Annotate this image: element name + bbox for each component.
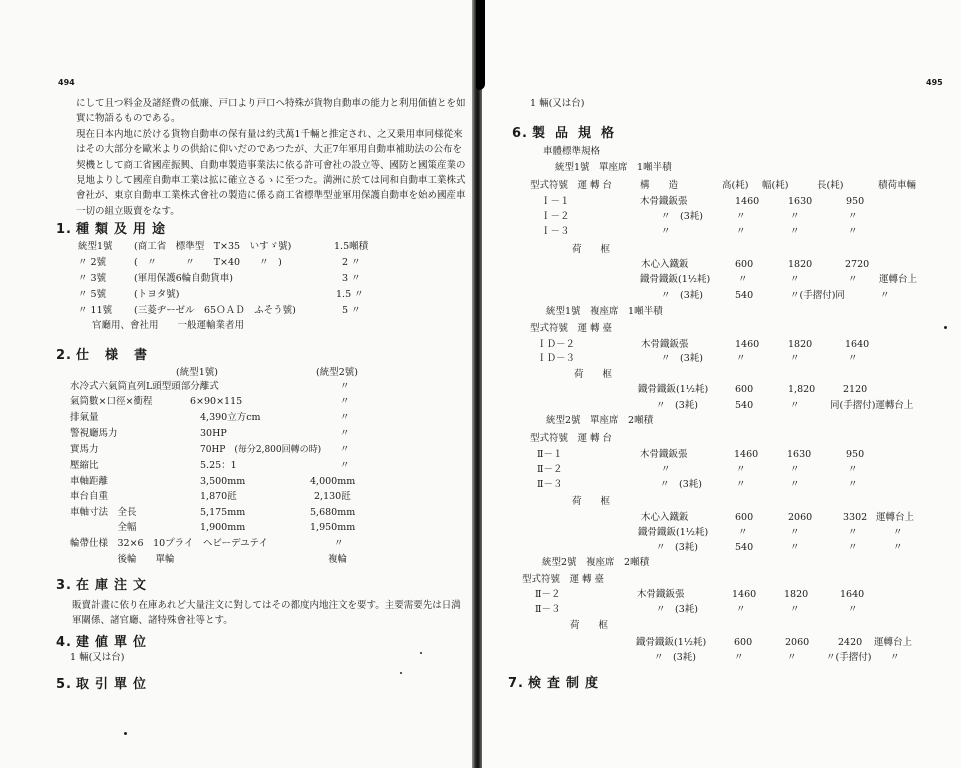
section-2-heading (56, 344, 163, 363)
spec-table-cell: 〃 (893, 542, 903, 553)
spec-table-cell: 〃 (848, 226, 858, 237)
spec-row-displacement-v2: 〃 (340, 412, 350, 423)
spec-table-cell: 同(手摺付)運轉台上 (830, 400, 914, 411)
section-1-number: 1. (56, 222, 72, 237)
section-6-number: 6. (512, 126, 528, 141)
section-1-heading (56, 218, 171, 237)
spec-table-cell: 〃(手摺付)同 (790, 290, 845, 301)
spec-table-cell: 〃 (848, 527, 858, 538)
spec-row-length: 車軸寸法 全長 (70, 507, 137, 518)
spec-table-cell: 木骨鐵鈑張 (637, 589, 685, 600)
spec-row-width-v1: 1,900mm (200, 522, 246, 533)
spec-table-cell: 〃 (736, 353, 746, 364)
section-4-heading (56, 631, 152, 650)
spec-table-cell: 〃 (736, 226, 746, 237)
spec-table-cell: 〃 (893, 527, 903, 538)
spec-table-cell: Ⅱ－２ (537, 464, 563, 475)
spec-table-cell: 1460 (735, 196, 760, 207)
section-3-title: 在庫注文 (75, 578, 152, 593)
spec-row-police-hp-v1: 30HP (200, 428, 227, 439)
spec-table-cell: 〃 (3耗) (656, 542, 698, 553)
spec-table-cell: 木心入鐵鈑 (641, 259, 689, 270)
spec-table-cell: 〃 (661, 464, 671, 475)
spec-table-cell: 〃 (790, 527, 800, 538)
sec1-row-4-model: 〃 5號 (78, 289, 107, 300)
spec-table-cell: 〃 (790, 211, 800, 222)
spec-col-type1-header: (統型1號) (176, 367, 218, 378)
spec-table-cell: 540 (735, 290, 754, 301)
spec-row-compression-v2: 〃 (340, 460, 350, 471)
section-7-number: 7. (508, 676, 524, 691)
section-3-number: 3. (56, 578, 72, 593)
ink-speck (124, 732, 127, 735)
sec1-row-1-model: 統型1號 (78, 241, 113, 252)
section-5-number: 5. (56, 677, 72, 692)
spec-table-cell: 〃 (3耗) (656, 604, 698, 615)
spec-table-cell: 〃 (3耗) (661, 290, 703, 301)
sec1-row-2-model: 〃 2號 (78, 257, 107, 268)
spec-table-cell: 〃 (848, 604, 858, 615)
spec-table-cell: 車體標準規格 (543, 146, 601, 157)
spec-table-cell: 〃 (890, 652, 900, 663)
spec-row-actual-hp-v1: 70HP (毎分2,800回轉の時) (200, 445, 322, 455)
book-spine-shadow (476, 0, 485, 90)
spec-table-cell: 統型1號 單座席 1噸半積 (555, 162, 672, 173)
spec-table-cell: 2060 (785, 637, 810, 648)
section-2-number: 2. (56, 348, 72, 363)
spec-table-cell: 荷 框 (574, 369, 613, 380)
sec1-row-5-model: 〃 11號 (78, 305, 113, 316)
spec-table-cell: 600 (735, 384, 754, 395)
spec-row-compression: 壓縮比 (70, 460, 99, 471)
spec-row-chassis-weight-v2: 2,130瓩 (314, 491, 351, 502)
section-3-heading (56, 574, 152, 593)
spec-table-cell: 〃 (790, 479, 800, 490)
spec-table-cell: 〃 (738, 274, 748, 285)
ink-speck (420, 652, 422, 654)
spec-col-type2-header: (統型2號) (316, 367, 358, 378)
spec-table-cell: 〃 (848, 479, 858, 490)
spec-table-cell: 1,820 (788, 384, 816, 395)
spec-row-engine-type-v2: 〃 (340, 381, 350, 392)
spec-table-cell: 構 造 (640, 180, 679, 191)
spec-table-cell: 〃 (848, 274, 858, 285)
spec-table-cell: 2120 (843, 384, 868, 395)
spec-table-cell: 型式符號 運 轉 臺 (522, 574, 605, 585)
sec1-row-4-desc: (トヨタ號) (134, 289, 180, 300)
ink-speck (944, 326, 947, 329)
spec-table-cell: 〃 (736, 479, 746, 490)
spec-table-cell: Ⅱ－３ (535, 604, 561, 615)
spec-table-cell: 鐵骨鐵鈑(1½耗) (638, 384, 709, 395)
spec-table-cell: Ｉ－３ (541, 226, 570, 237)
spec-row-rear-wheel: 後輪 單輪 (70, 554, 175, 565)
spec-table-cell: 鐵骨鐵鈑(1½耗) (640, 274, 711, 285)
section-4-title: 建値單位 (75, 635, 152, 650)
sec1-row-3-load: 3 〃 (342, 273, 361, 284)
spec-table-cell: Ⅱ－２ (535, 589, 561, 600)
spec-table-cell: 鐵骨鐵鈑(1½耗) (636, 637, 707, 648)
spec-table-cell: 〃 (848, 211, 858, 222)
section-4-text: 1 輛(又は台) (70, 652, 125, 663)
spec-table-cell: 1640 (840, 589, 865, 600)
spec-row-cylinders-v2: 〃 (340, 396, 350, 407)
spec-table-cell: 950 (846, 196, 865, 207)
spec-table-cell: 型式符號 運 轉 台 (530, 180, 613, 191)
spec-table-cell: 〃 (736, 464, 746, 475)
spec-table-cell: 高(耗) (722, 180, 749, 191)
spec-row-rear-wheel-v2: 複輪 (328, 554, 348, 565)
spec-table-cell: 〃 (738, 527, 748, 538)
spec-row-wheelbase-v1: 3,500mm (200, 476, 246, 487)
spec-table-cell: 型式符號 運 轉 臺 (530, 323, 613, 334)
spec-table-cell: ＩＤ－３ (537, 353, 576, 364)
spec-table-cell: 〃 (848, 542, 858, 553)
section-7-heading (508, 672, 604, 691)
spec-table-cell: 運轉台上 (874, 637, 913, 648)
spec-table-cell: 〃 (790, 226, 800, 237)
spec-table-cell: 木骨鐵鈑張 (640, 196, 688, 207)
spec-table-cell: 〃 (736, 604, 746, 615)
spec-row-wheelbase-v2: 4,000mm (310, 476, 356, 487)
spec-table-cell: 540 (735, 400, 754, 411)
spec-row-displacement-v1: 4,390立方cm (200, 412, 261, 423)
spec-row-width: 全幅 (70, 522, 137, 533)
spec-table-cell: 木骨鐵鈑張 (640, 449, 688, 460)
spec-row-cylinders-v1: 6×90×115 (190, 396, 243, 407)
spec-table-cell: 1460 (732, 589, 757, 600)
intro-text (76, 96, 470, 219)
spec-row-actual-hp-v2: 〃 (340, 444, 350, 455)
page-number-left: 494 (58, 78, 75, 87)
sec1-row-3-desc: (軍用保護6輪自動貨車) (134, 273, 233, 284)
spec-table-cell: 〃 (790, 604, 800, 615)
spec-table-cell: Ⅱ－１ (537, 449, 563, 460)
spec-table-cell: 〃 (3耗) (654, 652, 696, 663)
page-number-right: 495 (926, 78, 943, 87)
section-2-title: 仕様書 (75, 348, 163, 363)
spec-table-cell: Ⅱ－３ (537, 479, 563, 490)
spec-table-cell: 運轉台上 (879, 274, 918, 285)
spec-table-cell: 〃 (3耗) (660, 479, 702, 490)
spec-table-cell: 荷 框 (570, 620, 609, 631)
spec-table-cell: 幅(耗) (762, 180, 789, 191)
spec-table-cell: 〃 (3耗) (656, 400, 698, 411)
spec-table-cell: 〃 (848, 353, 858, 364)
sec1-row-1-load: 1.5噸積 (334, 241, 369, 252)
right-top-text: 1 輛(又は台) (530, 98, 585, 109)
spec-table-cell: 2720 (845, 259, 870, 270)
spec-table-cell: 〃 (790, 353, 800, 364)
section-4-number: 4. (56, 635, 72, 650)
spec-row-length-v2: 5,680mm (310, 507, 356, 518)
book-gutter (472, 0, 482, 768)
spec-table-cell: Ｉ－２ (541, 211, 570, 222)
spec-table-cell: 統型2號 單座席 2噸積 (546, 415, 654, 426)
spec-table-cell: 荷 框 (572, 496, 611, 507)
spec-table-cell: 〃 (736, 211, 746, 222)
sec1-row-2-load: 2 〃 (342, 257, 361, 268)
spec-table-cell: 〃 (787, 652, 797, 663)
spec-table-cell: 統型1號 複座席 1噸半積 (546, 306, 663, 317)
spec-table-cell: 長(耗) (817, 180, 844, 191)
spec-table-cell: 〃 (790, 542, 800, 553)
spec-table-cell: 540 (735, 542, 754, 553)
spec-table-cell: 型式符號 運 轉 台 (530, 433, 613, 444)
spec-row-engine-type: 水冷式六氣筒直列L頭型頭部分離式 (70, 381, 219, 392)
spec-row-police-hp-v2: 〃 (340, 428, 350, 439)
sec1-row-5-load: 5 〃 (342, 305, 361, 316)
spec-table-cell: 荷 框 (572, 244, 611, 255)
spec-table-cell: 2060 (788, 512, 813, 523)
spec-table-cell: ＩＤ－２ (537, 339, 576, 350)
spec-table-cell: 統型2號 複座席 2噸積 (542, 557, 650, 568)
spec-table-cell: 1820 (788, 339, 813, 350)
section-3-text: 販賣計畫に依り在庫あれど大量注文に對してはその都度内地注文を要す。主要需要先は日満軍關係、諸官廳、諸特殊會社等とす。 (72, 600, 461, 627)
spec-table-cell: 運轉台上 (876, 512, 915, 523)
spec-row-chassis-weight: 車台自重 (70, 491, 109, 502)
spec-table-cell: 1630 (787, 449, 812, 460)
spec-table-cell: 木心入鐵鈑 (641, 512, 689, 523)
spec-table-cell: 〃(手摺付) (826, 652, 872, 663)
sec1-row-3-model: 〃 3號 (78, 273, 107, 284)
spec-row-length-v1: 5,175mm (200, 507, 246, 518)
spec-table-cell: 〃 (3耗) (661, 211, 703, 222)
spec-table-cell: 積荷車輛 (878, 180, 917, 191)
spec-table-cell: 1460 (734, 449, 759, 460)
section-7-title: 検査制度 (527, 676, 604, 691)
spec-row-cylinders: 氣筒數×口徑×衝程 (70, 396, 153, 407)
spec-row-tyres: 輪帶仕様 32×6 10プライ ヘビーデユテイ (70, 538, 268, 549)
spec-table-cell: 〃 (880, 290, 890, 301)
spec-table-cell: Ｉ－１ (541, 196, 570, 207)
sec1-row-5-desc: (三菱ヂーゼル 65ＯＡＤ ふそう號) (134, 305, 296, 316)
spec-table-cell: 〃 (3耗) (661, 353, 703, 364)
spec-table-cell: 600 (735, 512, 754, 523)
sec1-row-2-desc: ( 〃 〃 T×40 〃 ) (134, 257, 282, 268)
spec-row-wheelbase: 車軸距離 (70, 476, 109, 487)
spec-table-cell: 1640 (845, 339, 870, 350)
spec-table-cell: 950 (846, 449, 865, 460)
spec-table-cell: 1460 (735, 339, 760, 350)
sec1-usage-note: 官廳用、會社用 一般運輸業者用 (92, 320, 245, 331)
spec-table-cell: 2420 (838, 637, 863, 648)
sec1-row-4-load: 1.5 〃 (336, 289, 364, 300)
spec-table-cell: 〃 (790, 464, 800, 475)
spec-table-cell: 1820 (788, 259, 813, 270)
spec-row-width-v2: 1,950mm (310, 522, 356, 533)
section-6-title: 製品規格 (531, 126, 624, 141)
section-6-heading (512, 122, 624, 141)
spec-table-cell: 600 (734, 637, 753, 648)
spec-table-cell: 1820 (784, 589, 809, 600)
spec-row-chassis-weight-v1: 1,870瓩 (200, 491, 237, 502)
spec-row-police-hp: 警視廳馬力 (70, 428, 118, 439)
spec-table-cell: 〃 (848, 464, 858, 475)
intro-paragraph-1: にして且つ料金及諸経費の低廉、戸口より戸口へ特殊が貨物自動車の能力と利用価値とを如實に物語るものである。 (76, 98, 466, 125)
spec-table-cell: 3302 (843, 512, 868, 523)
intro-paragraph-2: 現在日本内地に於ける貨物自動車の保有量は約弐萬1千輛と推定され、之又乗用車同様從來はその大部分を歐米よりの供給に仰いだのであつたが、大正7年軍用自動車補助法の公布を契機として商工省國産振興、自動車製造事業法に依る許可會社の設立等、國防と國策産業の見地よりして國産自動車工業は拡に確立さるゝに至つた。満洲に於ては同和自動車工業株式會社が、東京自動車工業株式會社の製造に係る商工省標準型並軍用保護自動車を始め國産車一切の組立販賣をなす。 (76, 128, 466, 217)
spec-table-cell: 600 (735, 259, 754, 270)
spec-row-actual-hp: 實馬力 (70, 444, 99, 455)
spec-table-cell: 木骨鐵鈑張 (641, 339, 689, 350)
spec-table-cell: 鐵骨鐵鈑(1½耗) (638, 527, 709, 538)
section-5-heading (56, 673, 152, 692)
spec-table-cell: 〃 (661, 226, 671, 237)
spec-row-compression-v1: 5.25：1 (200, 460, 237, 471)
spec-row-tyres-v2: 〃 (334, 538, 344, 549)
sec1-row-1-desc: (商工省 標準型 T×35 いすゞ號) (134, 241, 292, 252)
spec-table-cell: 〃 (734, 652, 744, 663)
spec-table-cell: 1630 (788, 196, 813, 207)
spec-row-displacement: 排氣量 (70, 412, 99, 423)
spec-table-cell: 〃 (790, 274, 800, 285)
ink-speck (400, 672, 402, 674)
section-1-title: 種類及用途 (75, 222, 171, 237)
section-5-title: 取引單位 (75, 677, 152, 692)
spec-table-cell: 〃 (790, 400, 800, 411)
